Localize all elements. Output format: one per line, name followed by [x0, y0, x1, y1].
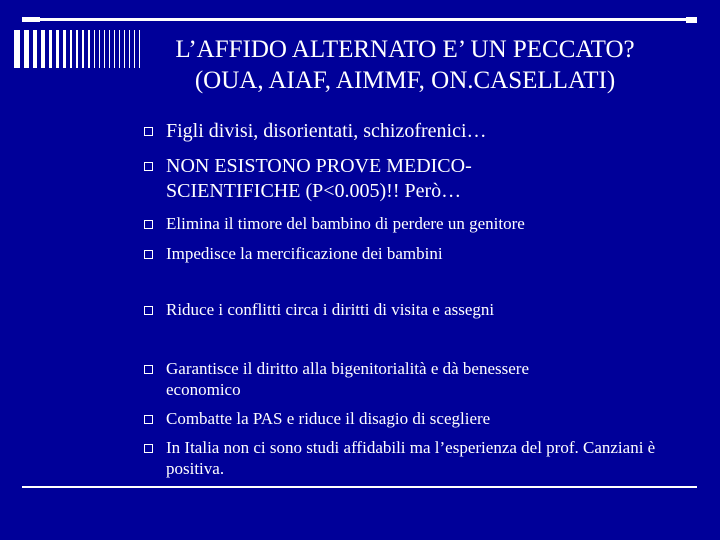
decorative-bar [99, 30, 100, 68]
square-bullet-icon [144, 162, 153, 171]
square-bullet-icon [144, 127, 153, 136]
square-bullet-icon [144, 415, 153, 424]
decorative-bar [88, 30, 90, 68]
bullet-text: Combatte la PAS e riduce il disagio di scegliere [166, 409, 491, 428]
slide-title [110, 34, 700, 96]
slide-title-line-1: L’AFFIDO ALTERNATO E’ UN PECCATO? [175, 36, 635, 63]
bullet-text: NON ESISTONO PROVE MEDICO-SCIENTIFICHE (P<0.005)!! Però… [166, 155, 472, 202]
decorative-bar [14, 30, 20, 68]
bullet-text: Impedisce la mercificazione dei bambini [166, 244, 443, 263]
bullet-text: Garantisce il diritto alla bigenitorialità e dà benessere economico [166, 359, 529, 399]
bullet-text: Figli divisi, disorientati, schizofrenici… [166, 120, 487, 142]
decorative-bar [41, 30, 45, 68]
bullet-text: Elimina il timore del bambino di perdere un genitore [166, 214, 525, 233]
decorative-bar [104, 30, 105, 68]
square-bullet-icon [144, 365, 153, 374]
top-rule [22, 18, 697, 21]
square-bullet-icon [144, 306, 153, 315]
decorative-bar [63, 30, 66, 68]
decorative-bar [33, 30, 37, 68]
square-bullet-icon [144, 444, 153, 453]
bullet-text: Riduce i conflitti circa i diritti di visita e assegni [166, 300, 495, 319]
decorative-bar [82, 30, 84, 68]
decorative-bar [49, 30, 52, 68]
decorative-bar [56, 30, 59, 68]
decorative-bar [24, 30, 29, 68]
decorative-bar [94, 30, 95, 68]
bullet-text: In Italia non ci sono studi affidabili ma l’esperienza del prof. Canziani è positiva. [166, 438, 656, 478]
decorative-bar [70, 30, 72, 68]
slide-title-line-2: (OUA, AIAF, AIMMF, ON.CASELLATI) [194, 67, 616, 94]
bottom-rule [22, 486, 697, 488]
decorative-bar [76, 30, 78, 68]
top-rule-cap-right [686, 17, 697, 23]
square-bullet-icon [144, 250, 153, 259]
square-bullet-icon [144, 220, 153, 229]
top-rule-cap-left [22, 17, 40, 22]
